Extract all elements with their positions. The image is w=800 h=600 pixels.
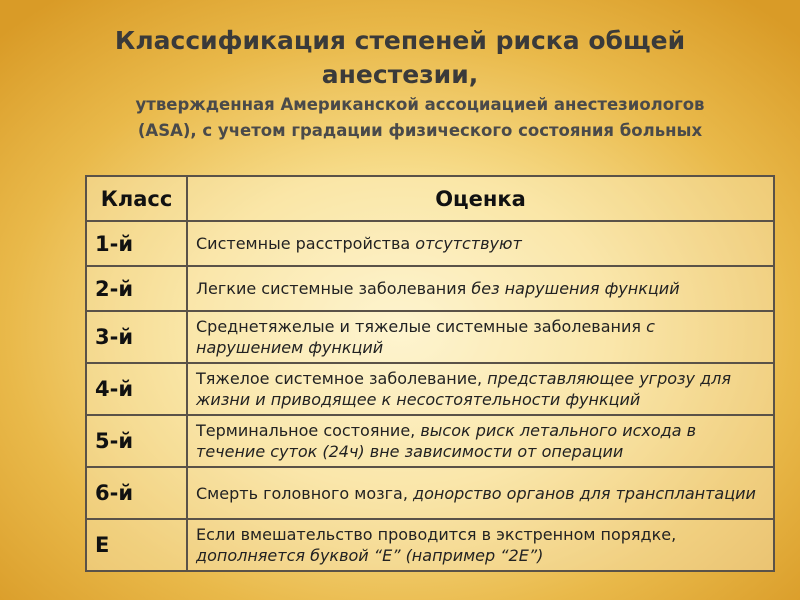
subtitle-line-2: (ASA), с учетом градации физического состояния больных <box>137 121 703 140</box>
desc-italic: донорство органов для трансплантации <box>413 483 756 503</box>
row-description <box>187 467 774 519</box>
desc-plain: Терминальное состояние, <box>196 421 421 440</box>
row-class: 1-й <box>86 221 187 266</box>
desc-plain: Если вмешательство проводится в экстренном порядке, <box>196 525 677 544</box>
row-description <box>187 311 774 363</box>
desc-italic: отсутствуют <box>415 234 522 253</box>
desc-italic: представляющее угрозу для жизни и приводящее к несостоятельности функций <box>196 369 731 409</box>
row-description <box>187 519 774 571</box>
desc-plain: Смерть головного мозга, <box>196 483 413 503</box>
table-row <box>86 467 774 519</box>
row-class: 3-й <box>86 311 187 363</box>
row-class: 5-й <box>86 415 187 467</box>
header-grade: Оценка <box>187 176 774 221</box>
desc-plain: Системные расстройства <box>196 234 416 253</box>
desc-italic: дополняется буквой “Е” (например “2Е”) <box>196 546 544 565</box>
row-description <box>187 415 774 467</box>
title-line-2: анестезии, <box>321 60 479 89</box>
desc-italic: высок риск летального исхода в течение суток (24ч) вне зависимости от операции <box>196 421 697 461</box>
table-row <box>86 266 774 311</box>
row-description <box>187 221 774 266</box>
row-class: Е <box>86 519 187 571</box>
desc-plain: Среднетяжелые и тяжелые системные заболевания <box>196 317 647 336</box>
asa-classification-table <box>85 175 775 572</box>
header-class: Класс <box>86 176 187 221</box>
table-row <box>86 311 774 363</box>
row-description <box>187 266 774 311</box>
row-description <box>187 363 774 415</box>
table-header-row <box>86 176 774 221</box>
desc-italic: без нарушения функций <box>471 279 680 298</box>
table-row <box>86 221 774 266</box>
title-line-1: Классификация степеней риска общей <box>114 26 686 55</box>
subtitle-line-1: утвержденная Американской ассоциацией анестезиологов <box>135 95 705 114</box>
slide-title <box>100 24 700 92</box>
table-row <box>86 519 774 571</box>
desc-italic: с нарушением функций <box>196 317 655 357</box>
row-class: 2-й <box>86 266 187 311</box>
desc-plain: Легкие системные заболевания <box>196 279 472 298</box>
row-class: 4-й <box>86 363 187 415</box>
desc-plain: Тяжелое системное заболевание, <box>196 369 488 388</box>
row-class: 6-й <box>86 467 187 519</box>
subtitle <box>80 92 760 144</box>
table-row <box>86 363 774 415</box>
table-row <box>86 415 774 467</box>
